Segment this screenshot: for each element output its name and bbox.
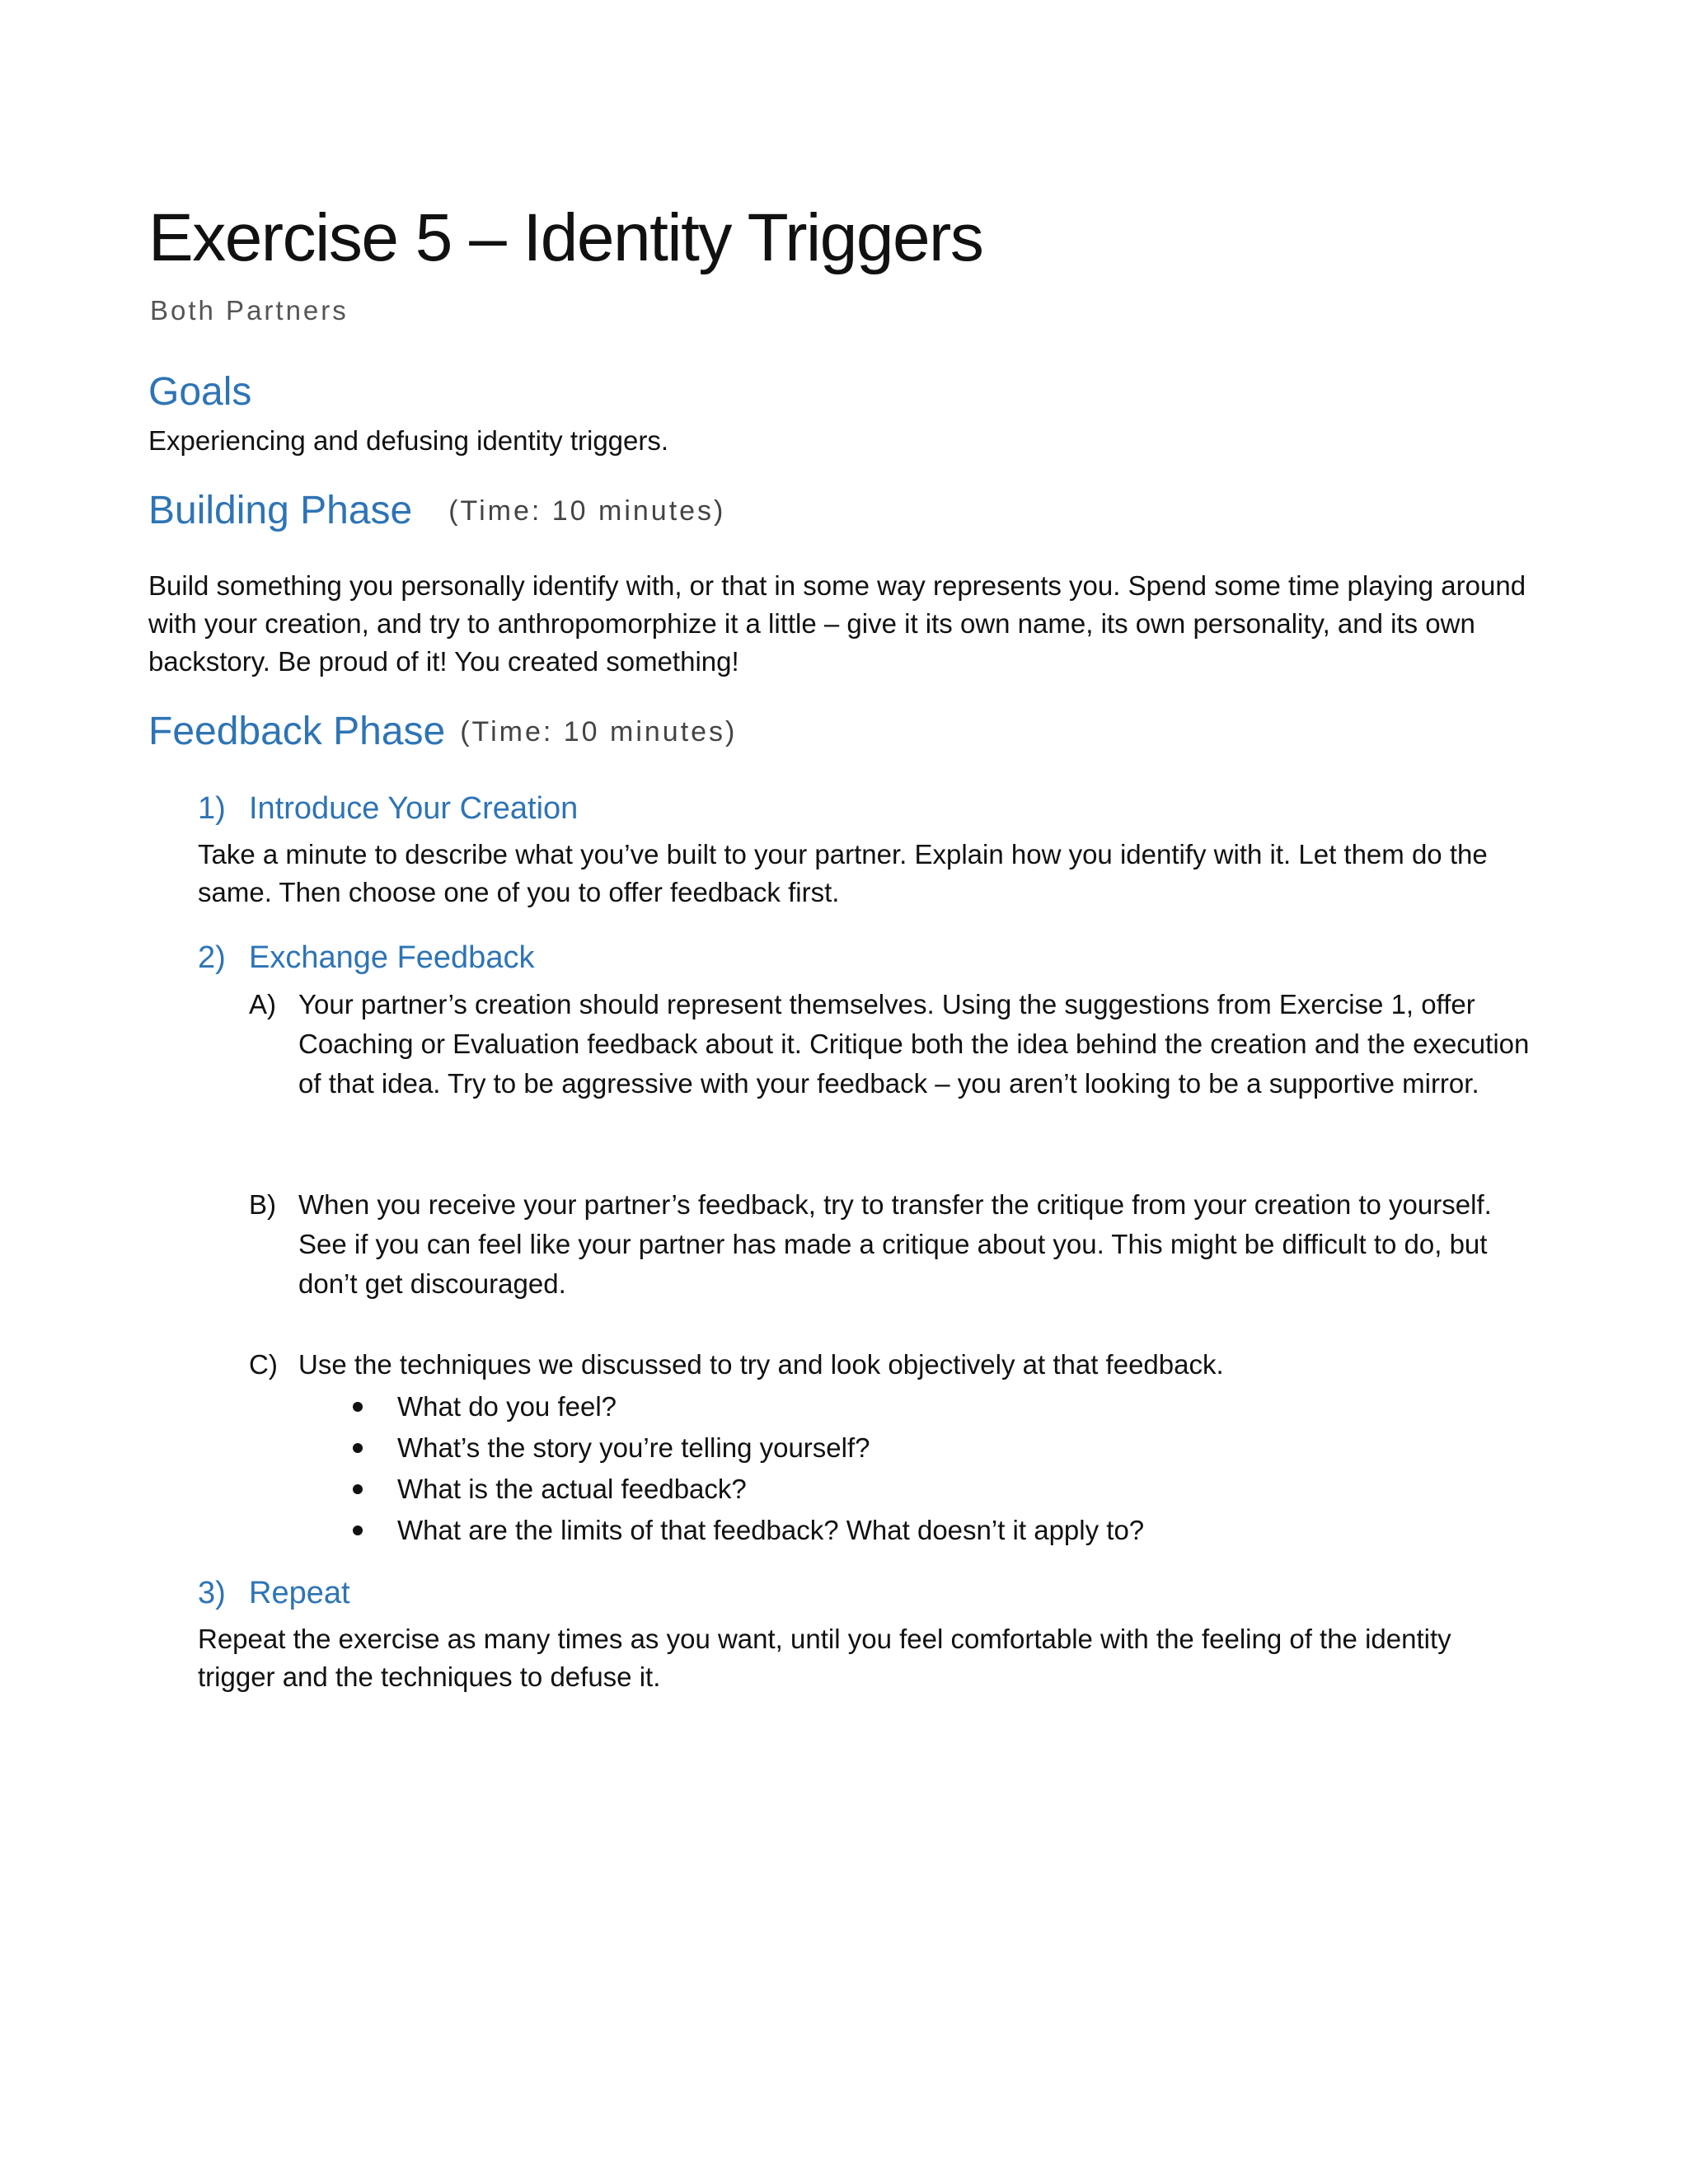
bullet-text: What do you feel? (397, 1391, 617, 1422)
feedback-phase-heading (148, 712, 737, 752)
building-phase-time: (Time: 10 minutes) (448, 495, 726, 527)
bullet-dot-icon (353, 1402, 363, 1412)
bullet-item (346, 1510, 1144, 1551)
item-c-letter: C) (249, 1349, 278, 1380)
bullet-text: What are the limits of that feedback? What doesn’t it apply to? (397, 1515, 1145, 1545)
bullet-dot-icon (353, 1443, 363, 1453)
item-c-bullet-list (346, 1386, 1144, 1551)
goals-text: Experiencing and defusing identity triggers. (148, 425, 669, 456)
goals-heading: Goals (148, 370, 252, 414)
bullet-text: What’s the story you’re telling yourself? (397, 1432, 870, 1463)
item-a-text: Your partner’s creation should represent themselves. Using the suggestions from Exercise 1, offer Coaching or Evaluation feedback about it. Critique both the idea behind the creation and the execution of that idea. Try to be aggressive with your feedback – you aren’t looking to be a supportive mirror. (298, 989, 1530, 1099)
step-1-number: 1) (198, 791, 226, 826)
step-3-text: Repeat the exercise as many times as you want, until you feel comfortable with the feeling of the identity trigger and the techniques to defuse it. (198, 1624, 1451, 1692)
bullet-item (346, 1427, 1144, 1469)
step-3-number: 3) (198, 1576, 226, 1610)
step-1-heading (198, 793, 578, 824)
item-c-text: Use the techniques we discussed to try and look objectively at that feedback. (298, 1349, 1224, 1380)
page-subtitle: Both Partners (150, 295, 349, 326)
building-phase-text: Build something you personally identify with, or that in some way represents you. Spend some time playing around with your creation, and try to anthropomorphize it a little – give it its own name, its own personality, and its own backstory. Be proud of it! You created something! (148, 570, 1526, 677)
building-phase-title: Building Phase (148, 489, 413, 532)
item-b-letter: B) (249, 1189, 276, 1220)
bullet-text: What is the actual feedback? (397, 1474, 747, 1504)
item-a-letter: A) (249, 989, 276, 1019)
feedback-phase-title: Feedback Phase (148, 710, 446, 753)
bullet-dot-icon (353, 1526, 363, 1535)
page-title: Exercise 5 – Identity Triggers (148, 200, 983, 275)
building-phase-heading (148, 491, 725, 531)
step-3-title: Repeat (249, 1576, 350, 1610)
step-2-heading (198, 942, 534, 973)
bullet-item (346, 1386, 1144, 1427)
step-1-text: Take a minute to describe what you’ve built to your partner. Explain how you identify with it. Let them do the same. Then choose one of you to offer feedback first. (198, 839, 1488, 907)
feedback-phase-time: (Time: 10 minutes) (460, 716, 738, 748)
step-2-title: Exchange Feedback (249, 940, 535, 975)
step-1-title: Introduce Your Creation (249, 791, 579, 826)
bullet-item (346, 1469, 1144, 1510)
item-b-text: When you receive your partner’s feedback, try to transfer the critique from your creation to yourself. See if you can feel like your partner has made a critique about you. This might be difficult to do, but don’t get discouraged. (298, 1189, 1492, 1299)
step-3-heading (198, 1577, 350, 1609)
bullet-dot-icon (353, 1484, 363, 1494)
step-2-number: 2) (198, 940, 226, 975)
